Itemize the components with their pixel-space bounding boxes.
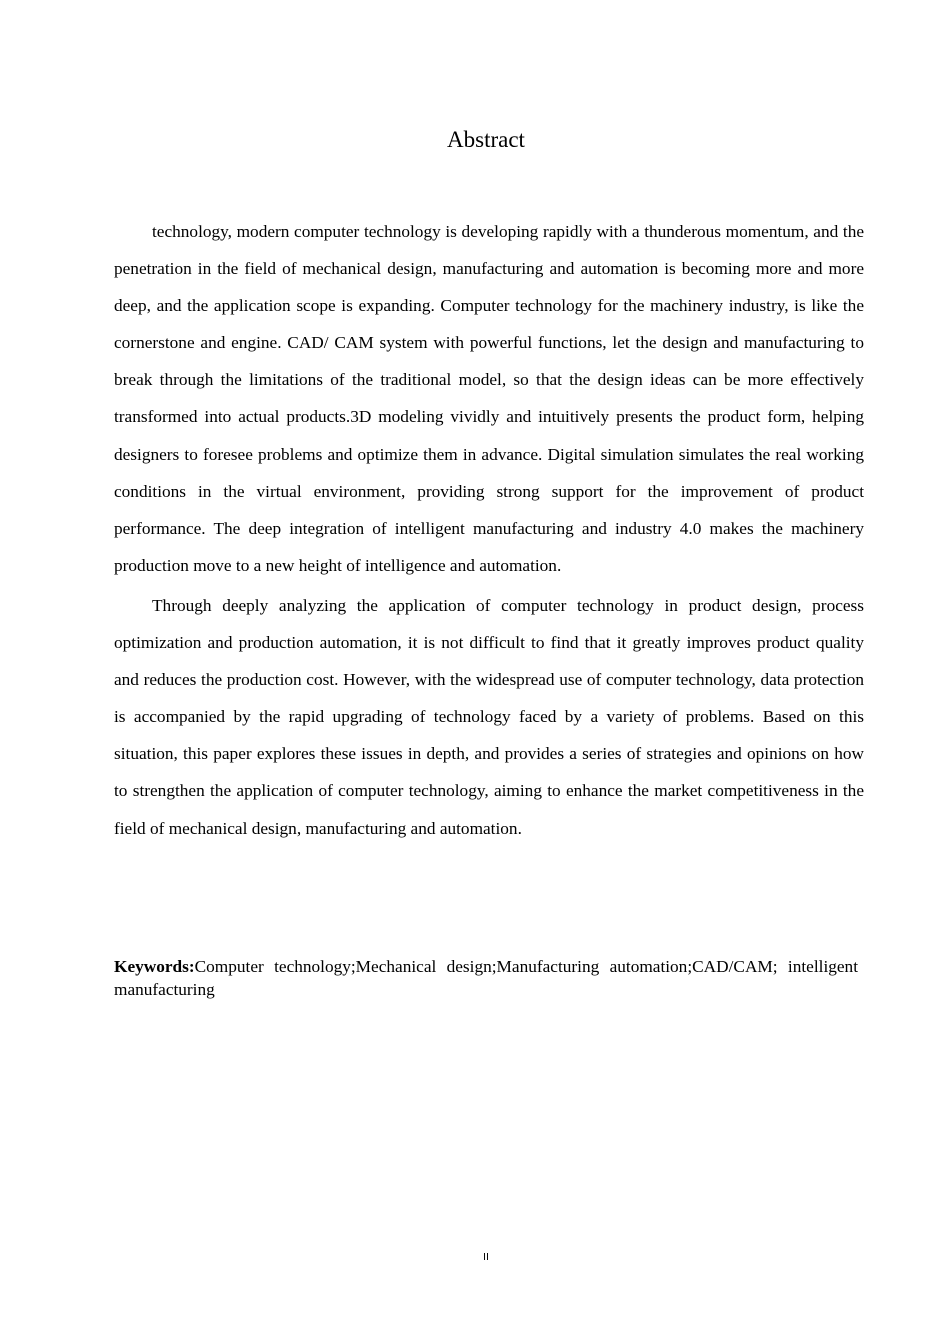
abstract-paragraph-2: Through deeply analyzing the application of computer technology in product design, process optimization and production automation, it is not difficult to find that it greatly improves product quality and reduces the production cost. However, with the widespread use of computer technology, data protection is accompanied by the rapid upgrading of technology faced by a variety of problems. Based on this situation, this paper explores these issues in depth, and provides a series of strategies and opinions on how to strengthen the application of computer technology, aiming to enhance the market competitiveness in the field of mechanical design, manufacturing and automation. (114, 595, 864, 838)
keywords-line (114, 955, 858, 1001)
page-number: II (483, 1252, 489, 1263)
keywords-label: Keywords: (114, 957, 195, 976)
keywords-text: Computer technology;Mechanical design;Manufacturing automation;CAD/CAM; intelligent manufacturing (114, 957, 858, 999)
abstract-title: Abstract (447, 127, 525, 152)
abstract-body (114, 213, 864, 847)
abstract-paragraph-1: technology, modern computer technology is developing rapidly with a thunderous momentum, and the penetration in the field of mechanical design, manufacturing and automation is becoming more and more deep, and the application scope is expanding. Computer technology for the machinery industry, is like the cornerstone and engine. CAD/ CAM system with powerful functions, let the design and manufacturing to break through the limitations of the traditional model, so that the design ideas can be more effectively transformed into actual products.3D modeling vividly and intuitively presents the product form, helping designers to foresee problems and optimize them in advance. Digital simulation simulates the real working conditions in the virtual environment, providing strong support for the improvement of product performance. The deep integration of intelligent manufacturing and industry 4.0 makes the machinery production move to a new height of intelligence and automation. (114, 222, 864, 575)
